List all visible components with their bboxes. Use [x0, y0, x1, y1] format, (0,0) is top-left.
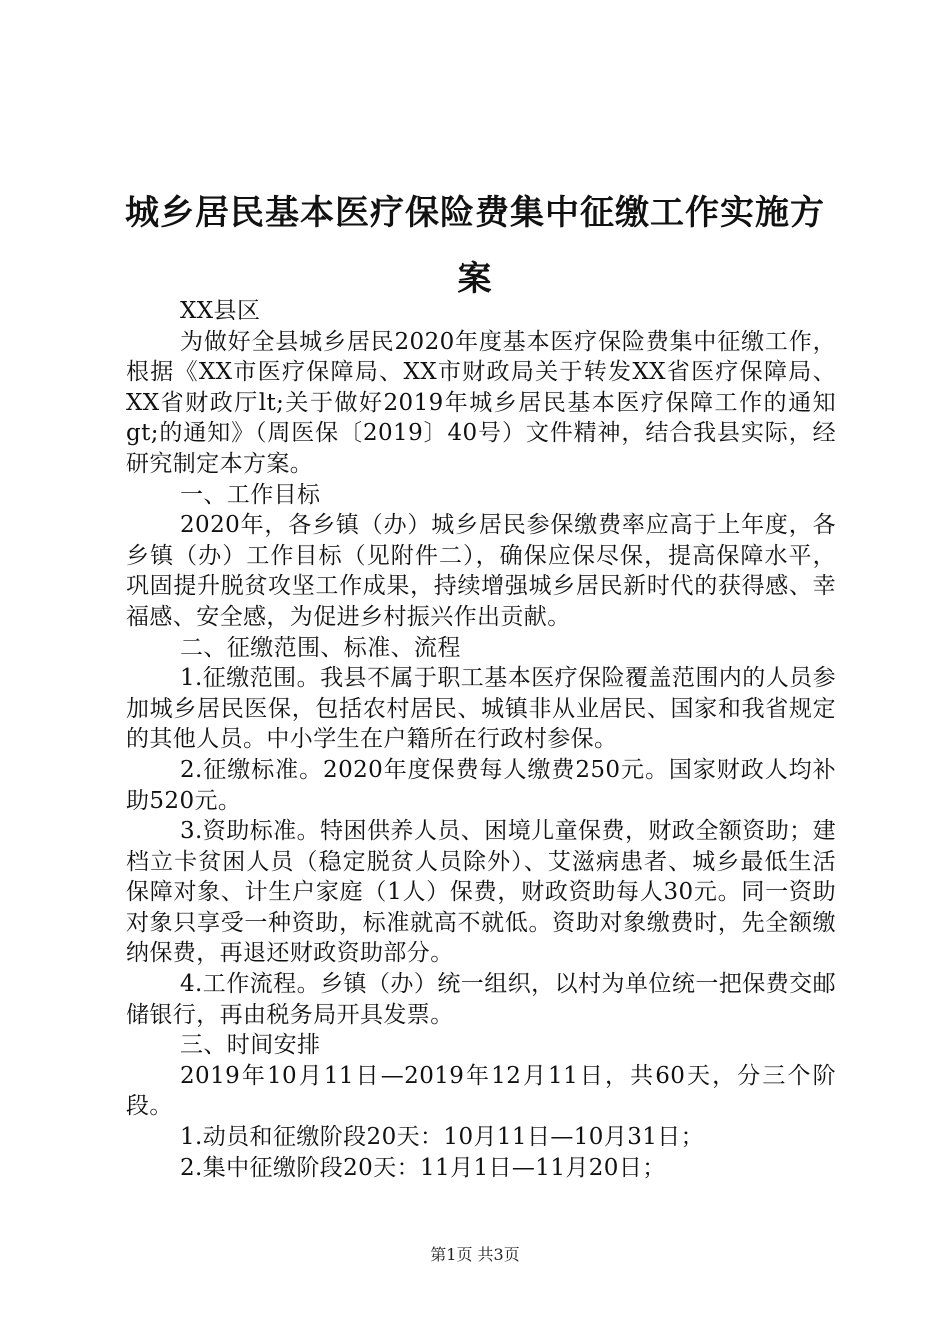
heading-scope: 二、征缴范围、标准、流程 [180, 634, 461, 661]
document-body [126, 296, 836, 1183]
paragraph-intro: 为做好全县城乡居民2020年度基本医疗保险费集中征缴工作，根据《XX市医疗保障局、XX市财政局关于转发XX省医疗保障局、XX省财政厅lt;关于做好2019年城乡居民基本医疗保障工作的通知gt;的通知》（周医保〔2019〕40号）文件精神，结合我县实际，经研究制定本方案。 [126, 328, 836, 477]
paragraph-county: XX县区 [180, 298, 261, 324]
heading-goals: 一、工作目标 [180, 481, 321, 508]
paragraph-subsidy: 3.资助标准。特困供养人员、困境儿童保费，财政全额资助；建档立卡贫困人员（稳定脱贫人员除外）、艾滋病患者、城乡最低生活保障对象、计生户家庭（1人）保费，财政资助每人30元。同一资助对象只享受一种资助，标准就高不就低。资助对象缴费时，先全额缴纳保费，再退还财政资助部分。 [126, 818, 836, 967]
paragraph-schedule: 2019年10月11日—2019年12月11日，共60天，分三个阶段。 [126, 1062, 836, 1120]
page-footer: 第1页 共3页 [430, 1245, 520, 1264]
paragraph-process: 4.工作流程。乡镇（办）统一组织，以村为单位统一把保费交邮储银行，再由税务局开具发票。 [126, 971, 836, 1028]
paragraph-goals: 2020年，各乡镇（办）城乡居民参保缴费率应高于上年度，各乡镇（办）工作目标（见附件二），确保应保尽保，提高保障水平，巩固提升脱贫攻坚工作成果，持续增强城乡居民新时代的获得感、幸福感、安全感，为促进乡村振兴作出贡献。 [126, 512, 836, 630]
paragraph-stage-2: 2.集中征缴阶段20天：11月1日—11月20日； [180, 1154, 666, 1181]
paragraph-scope: 1.征缴范围。我县不属于职工基本医疗保险覆盖范围内的人员参加城乡居民医保，包括农村居民、城镇非从业居民、国家和我省规定的其他人员。中小学生在户籍所在行政村参保。 [126, 665, 836, 753]
heading-schedule: 三、时间安排 [180, 1032, 321, 1059]
document-title: 城乡居民基本医疗保险费集中征缴工作实施方案 [125, 193, 825, 299]
paragraph-stage-1: 1.动员和征缴阶段20天：10月11日—10月31日； [180, 1124, 705, 1151]
paragraph-standard: 2.征缴标准。2020年度保费每人缴费250元。国家财政人均补助520元。 [126, 756, 836, 814]
